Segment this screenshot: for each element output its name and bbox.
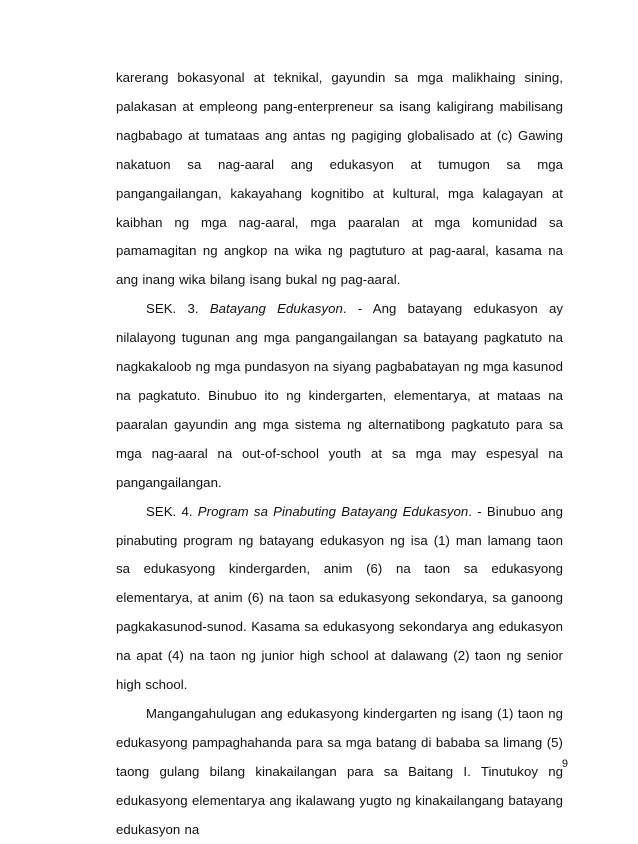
section-prefix: SEK. 3. [146,301,210,317]
paragraph-sek-3 [116,295,563,497]
paragraph-sek-4 [116,498,563,700]
paragraph-text: Mangangahulugan ang edukasyong kindergarten ng isang (1) taon ng edukasyong pampaghahanda para sa mga batang di bababa sa limang (5) taong gulang bilang kinakailangan para sa Baitang I. Tinutukoy ng edukasyong elementarya ang ikalawang yugto ng kinakailangang batayang edukasyon na [116,705,563,837]
paragraph-text: karerang bokasyonal at teknikal, gayundin sa mga malikhaing sining, palakasan at empleong pang-enterpreneur sa isang kaligirang mabilisang nagbabago at tumataas ang antas ng pagiging globalisado at (c) Gawing nakatuon sa nag-aaral ang edukasyon at tumugon sa mga pangangailangan, kakayahang kognitibo at kultural, mga kalagayan at kaibhan ng mga nag-aaral, mga paaralan at mga komunidad sa pamamagitan ng angkop na wika ng pagtuturo at pag-aaral, kasama na ang inang wika bilang isang bukal ng pag-aaral. [116,70,563,288]
body-text [116,64,563,844]
paragraph-kindergarten [116,700,563,844]
section-heading: Program sa Pinabuting Batayang Edukasyon [197,503,469,519]
paragraph-text: . - Ang batayang edukasyon ay nilalayong tugunan ang mga pangangailangan sa batayang pagkatuto na nagkakaloob ng mga pundasyon na siyang pagbabatayan ng mga kasunod na pagkatuto. Binubuo ito ng kindergarten, elementarya, at mataas na paaralan gayundin ang mga sistema ng alternatibong pagkatuto para sa mga nag-aaral na out-of-school youth at sa mga may espesyal na pangangailangan. [116,301,563,490]
section-prefix: SEK. 4. [146,503,198,519]
page-number: 9 [561,758,568,770]
paragraph-text: . - Binubuo ang pinabuting program ng batayang edukasyon ng isa (1) man lamang taon sa edukasyong kindergarden, anim (6) na taon sa edukasyong elementarya, at anim (6) na taon sa edukasyong sekondarya, sa ganoong pagkakasunod-sunod. Kasama sa edukasyong sekondarya ang edukasyon na apat (4) na taon ng junior high school at dalawang (2) taon ng senior high school. [116,503,563,693]
paragraph-continuation [116,64,563,295]
section-heading: Batayang Edukasyon [209,301,343,317]
